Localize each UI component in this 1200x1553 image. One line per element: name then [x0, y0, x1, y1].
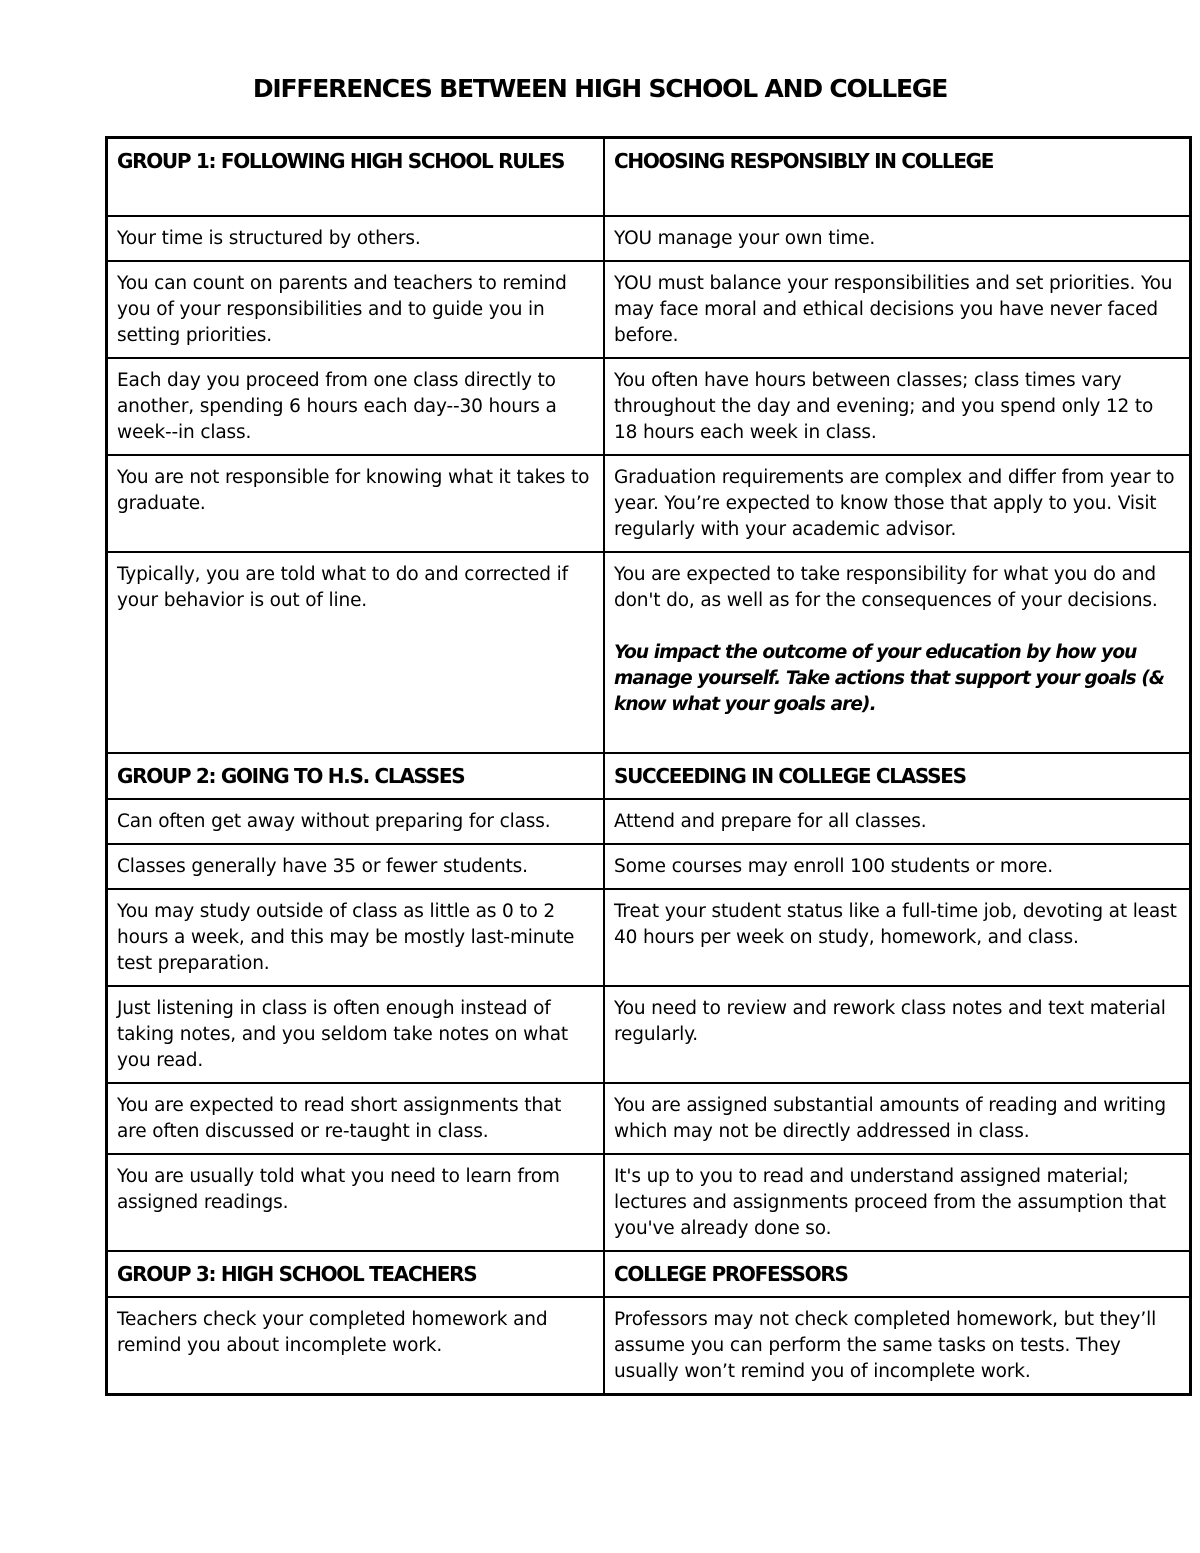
college-cell-text: You are expected to take responsibility for what you do and don't do, as well as for the consequences of your decisions.	[614, 564, 1158, 611]
group2-left-header: GROUP 2: GOING TO H.S. CLASSES	[107, 753, 605, 799]
table-row	[107, 1154, 1191, 1251]
high-school-cell: You may study outside of class as little as 0 to 2 hours a week, and this may be mostly last-minute test preparation.	[107, 889, 605, 986]
high-school-cell: You are expected to read short assignments that are often discussed or re-taught in class.	[107, 1083, 605, 1154]
group2-right-header: SUCCEEDING IN COLLEGE CLASSES	[604, 753, 1191, 799]
college-cell: YOU manage your own time.	[604, 216, 1191, 261]
table-row	[107, 1083, 1191, 1154]
group-header-row	[107, 1251, 1191, 1297]
group3-right-header: COLLEGE PROFESSORS	[604, 1251, 1191, 1297]
table-row	[107, 844, 1191, 889]
high-school-cell: Each day you proceed from one class directly to another, spending 6 hours each day--30 hours a week--in class.	[107, 358, 605, 455]
table-row	[107, 799, 1191, 844]
college-cell: Graduation requirements are complex and differ from year to year. You’re expected to know those that apply to you. Visit regularly with your academic advisor.	[604, 455, 1191, 552]
high-school-cell: You are not responsible for knowing what it takes to graduate.	[107, 455, 605, 552]
high-school-cell: Typically, you are told what to do and corrected if your behavior is out of line.	[107, 552, 605, 753]
group-header-row	[107, 138, 1191, 217]
high-school-cell: You can count on parents and teachers to remind you of your responsibilities and to guide you in setting priorities.	[107, 261, 605, 358]
table-row	[107, 1297, 1191, 1395]
high-school-cell: Teachers check your completed homework and remind you about incomplete work.	[107, 1297, 605, 1395]
college-cell: Some courses may enroll 100 students or more.	[604, 844, 1191, 889]
high-school-cell: Can often get away without preparing for class.	[107, 799, 605, 844]
college-cell	[604, 552, 1191, 753]
college-cell: YOU must balance your responsibilities and set priorities. You may face moral and ethical decisions you have never faced before.	[604, 261, 1191, 358]
high-school-cell: Just listening in class is often enough instead of taking notes, and you seldom take notes on what you read.	[107, 986, 605, 1083]
table-row	[107, 552, 1191, 753]
college-cell: You often have hours between classes; class times vary throughout the day and evening; and you spend only 12 to 18 hours each week in class.	[604, 358, 1191, 455]
college-cell: Professors may not check completed homework, but they’ll assume you can perform the same tasks on tests. They usually won’t remind you of incomplete work.	[604, 1297, 1191, 1395]
college-cell: You need to review and rework class notes and text material regularly.	[604, 986, 1191, 1083]
group1-right-header: CHOOSING RESPONSIBLY IN COLLEGE	[604, 138, 1191, 217]
table-row	[107, 358, 1191, 455]
page-title: DIFFERENCES BETWEEN HIGH SCHOOL AND COLLEGE	[252, 74, 948, 103]
comparison-table	[105, 136, 1192, 1396]
table-row	[107, 261, 1191, 358]
group3-left-header: GROUP 3: HIGH SCHOOL TEACHERS	[107, 1251, 605, 1297]
emphasis-note: You impact the outcome of your education by how you manage yourself. Take actions that support your goals (& know what your goals are).	[614, 642, 1165, 715]
college-cell: You are assigned substantial amounts of reading and writing which may not be directly addressed in class.	[604, 1083, 1191, 1154]
table-row	[107, 986, 1191, 1083]
high-school-cell: Classes generally have 35 or fewer students.	[107, 844, 605, 889]
high-school-cell: Your time is structured by others.	[107, 216, 605, 261]
table-row	[107, 455, 1191, 552]
table-row	[107, 889, 1191, 986]
group-header-row	[107, 753, 1191, 799]
high-school-cell: You are usually told what you need to learn from assigned readings.	[107, 1154, 605, 1251]
college-cell: Treat your student status like a full-time job, devoting at least 40 hours per week on study, homework, and class.	[604, 889, 1191, 986]
table-row	[107, 216, 1191, 261]
group1-left-header: GROUP 1: FOLLOWING HIGH SCHOOL RULES	[107, 138, 605, 217]
college-cell: It's up to you to read and understand assigned material; lectures and assignments proceed from the assumption that you've already done so.	[604, 1154, 1191, 1251]
college-cell: Attend and prepare for all classes.	[604, 799, 1191, 844]
